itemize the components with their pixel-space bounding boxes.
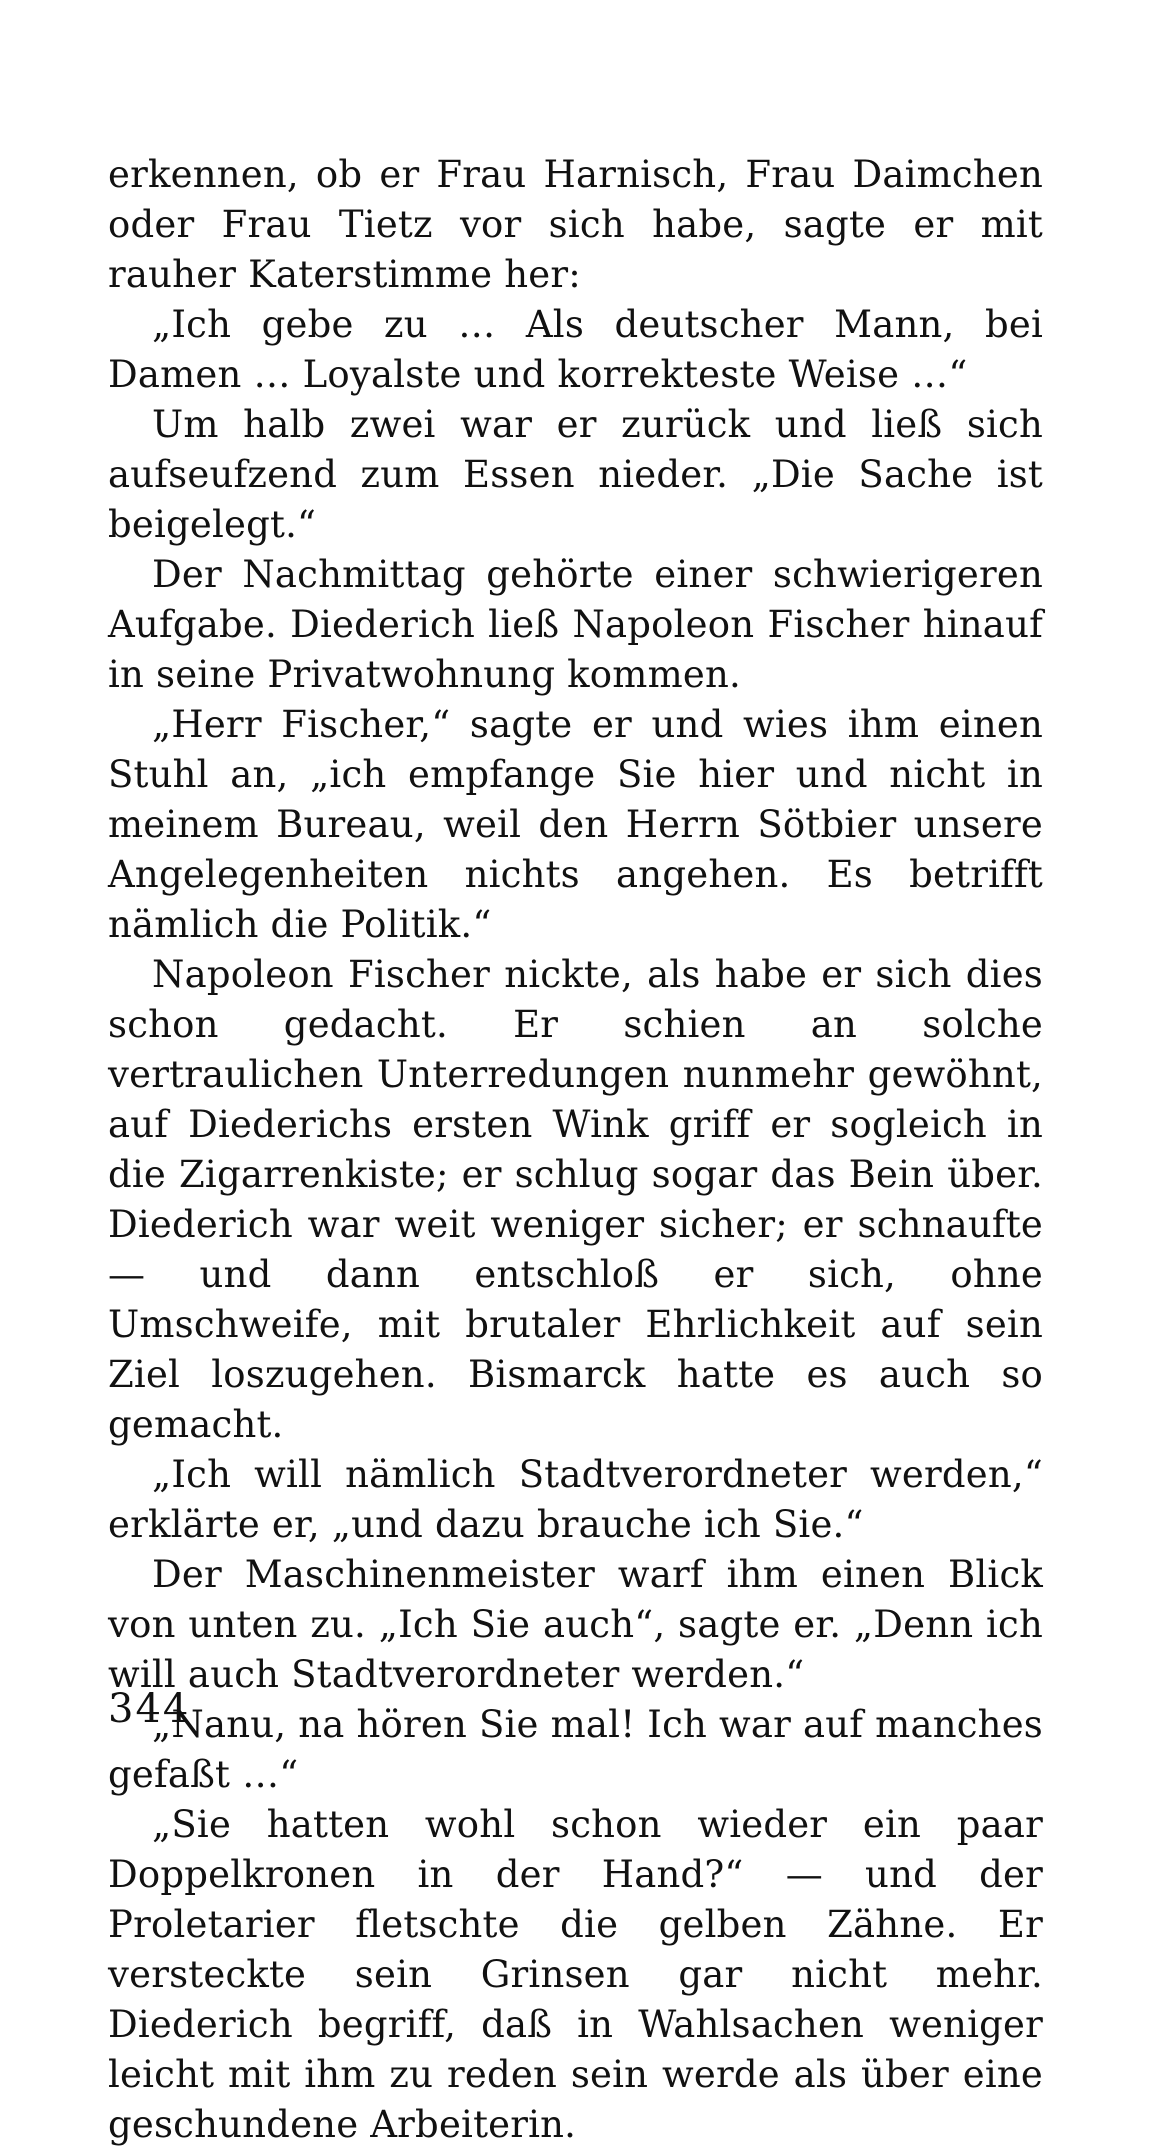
paragraph-6: Napoleon Fischer nickte, als habe er sich dies schon gedacht. Er schien an solche vertraulichen Unterredungen nunmehr gewöhnt, auf Diederichs ersten Wink griff er sogleich in die Zigarrenkiste; er schlug sogar das Bein über. Diederich war weit weniger sicher; er schnaufte — und dann entschloß er sich, ohne Umschweife, mit brutaler Ehrlichkeit auf sein Ziel loszugehen. Bismarck hatte es auch so gemacht. [108, 953, 1043, 1446]
paragraph-4: Der Nachmittag gehörte einer schwierigeren Aufgabe. Diederich ließ Napoleon Fischer hinauf in seine Privatwohnung kommen. [108, 553, 1043, 696]
paragraph-8: Der Maschinenmeister warf ihm einen Blick von unten zu. „Ich Sie auch“, sagte er. „Denn ich will auch Stadtverordneter werden.“ [108, 1553, 1043, 1696]
paragraph-2: „Ich gebe zu … Als deutscher Mann, bei Damen … Loyalste und korrekteste Weise …“ [108, 303, 1043, 396]
paragraph-7: „Ich will nämlich Stadtverordneter werden,“ erklärte er, „und dazu brauche ich Sie.“ [108, 1453, 1043, 1546]
paragraph-9: „Nanu, na hören Sie mal! Ich war auf manches gefaßt …“ [108, 1703, 1043, 1796]
paragraph-1: erkennen, ob er Frau Harnisch, Frau Daimchen oder Frau Tietz vor sich habe, sagte er mit rauher Katerstimme her: [108, 153, 1043, 296]
paragraph-5: „Herr Fischer,“ sagte er und wies ihm einen Stuhl an, „ich empfange Sie hier und nicht in meinem Bureau, weil den Herrn Sötbier unsere Angelegenheiten nichts angehen. Es betrifft nämlich die Politik.“ [108, 703, 1043, 946]
page-text [108, 150, 1043, 2150]
paragraph-3: Um halb zwei war er zurück und ließ sich aufseufzend zum Essen nieder. „Die Sache ist beigelegt.“ [108, 403, 1043, 546]
page-number: 344 [108, 1686, 191, 1732]
paragraph-10: „Sie hatten wohl schon wieder ein paar Doppelkronen in der Hand?“ — und der Proletarier fletschte die gelben Zähne. Er versteckte sein Grinsen gar nicht mehr. Diederich begriff, daß in Wahlsachen weniger leicht mit ihm zu reden sein werde als über eine geschundene Arbeiterin. [108, 1803, 1043, 2146]
